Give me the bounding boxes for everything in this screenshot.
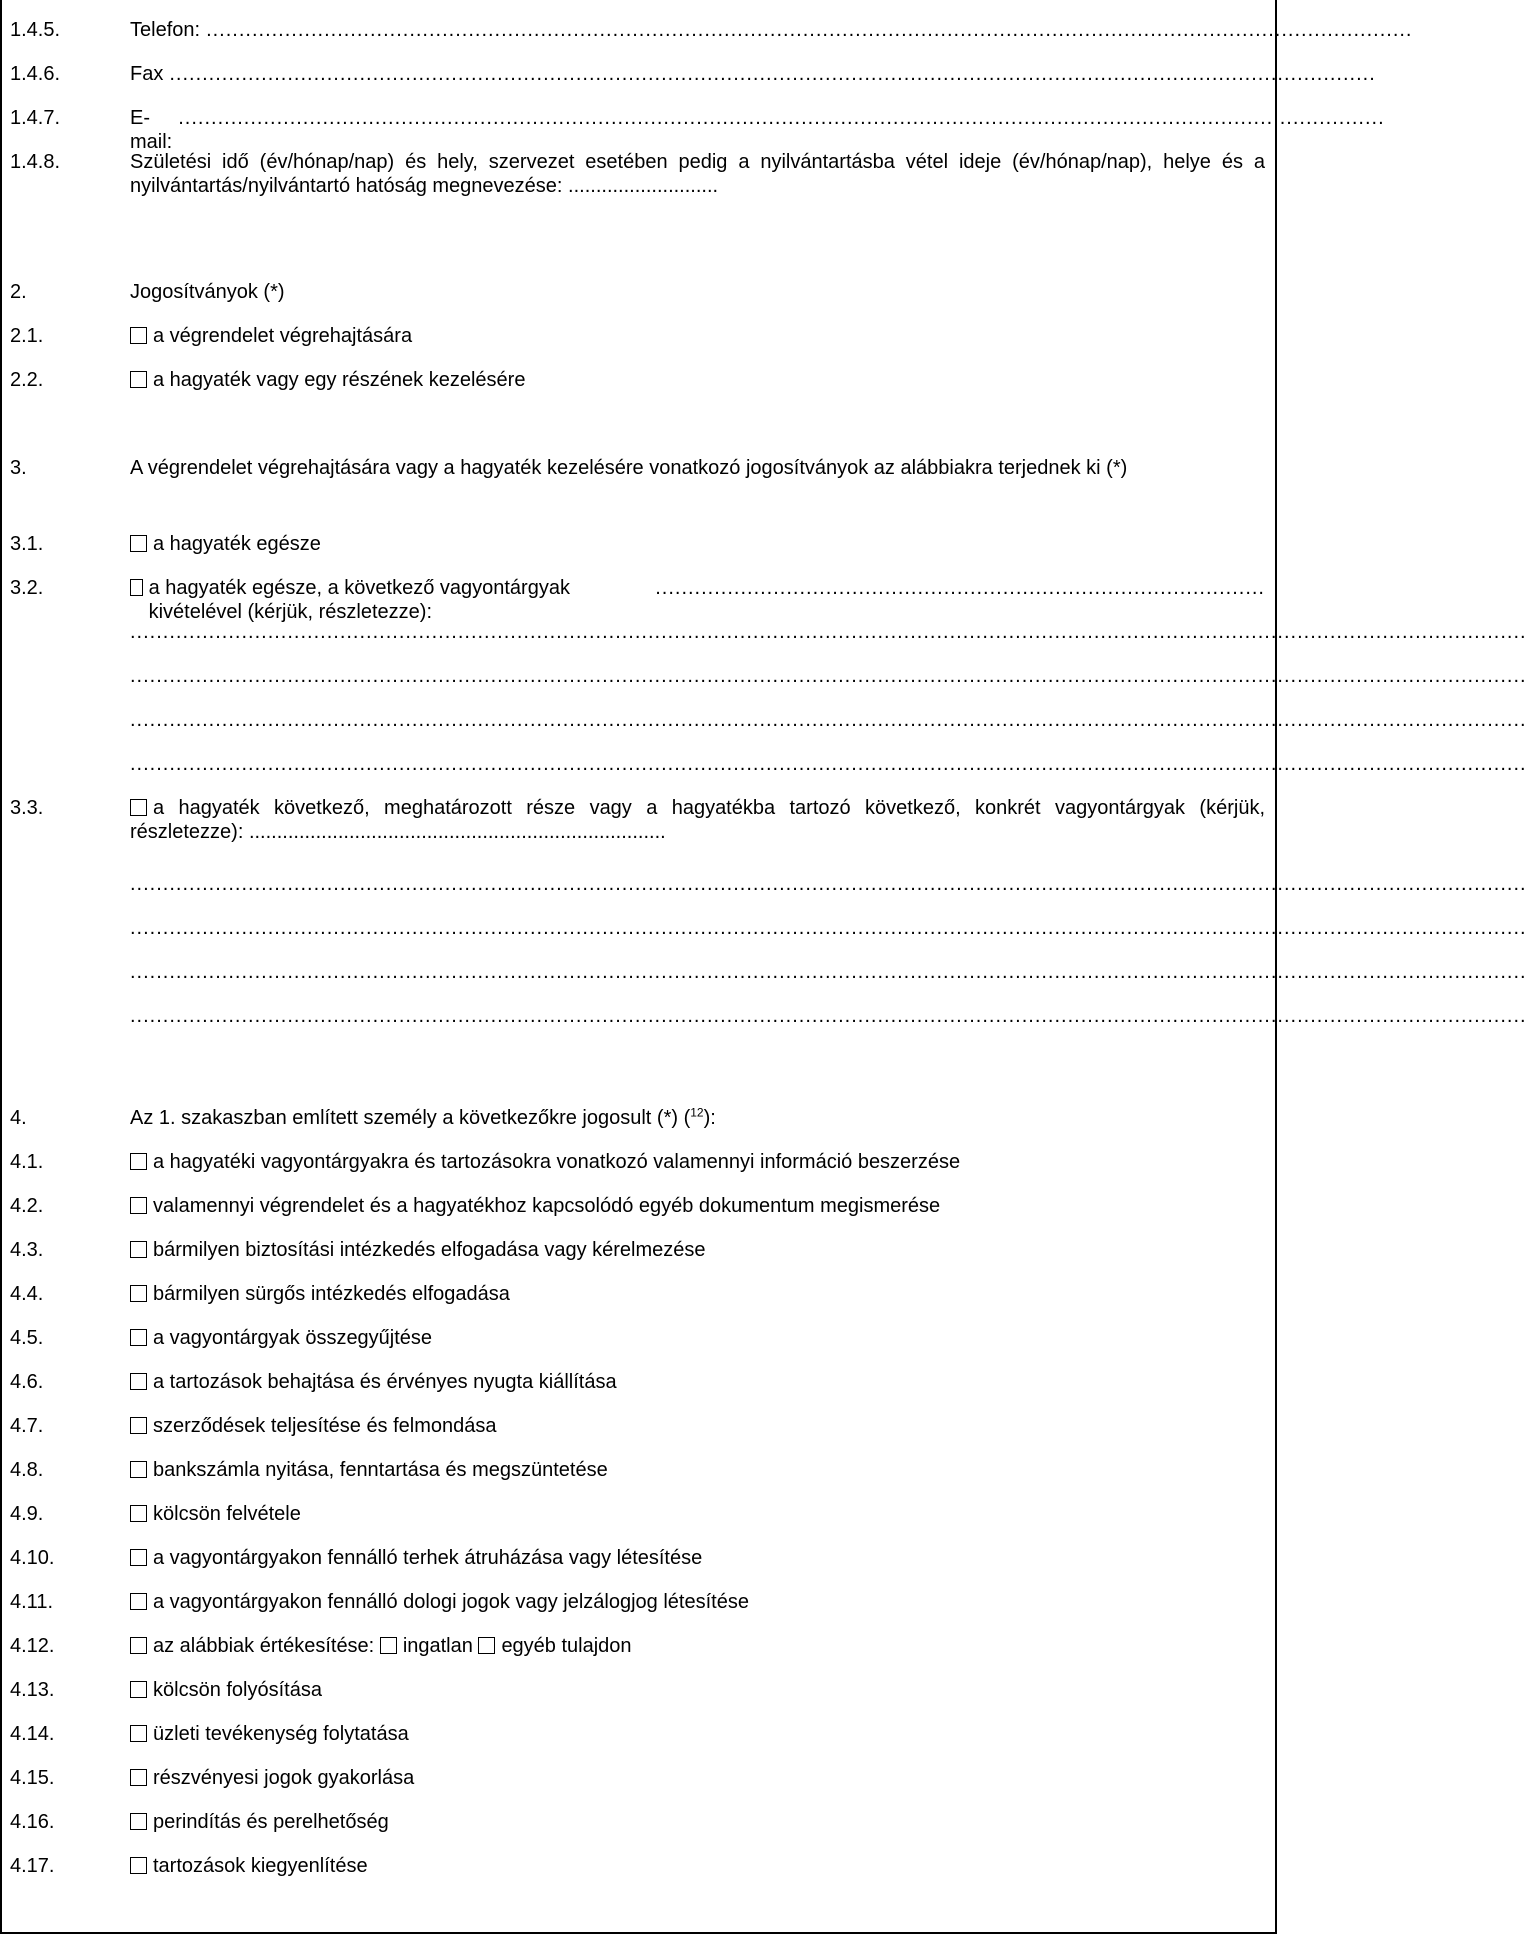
item-4-3 — [10, 1238, 1265, 1262]
item-label: bármilyen biztosítási intézkedés elfogadása vagy kérelmezése — [153, 1239, 706, 1261]
item-label: bármilyen sürgős intézkedés elfogadása — [153, 1283, 510, 1305]
option-label: ingatlan — [402, 1635, 473, 1657]
checkbox[interactable] — [130, 1725, 147, 1742]
item-label: szerződések teljesítése és felmondása — [153, 1415, 497, 1437]
detail-line[interactable]: ..................................................................................................................................................................................................................... — [130, 621, 1527, 643]
telefon-label: Telefon: — [130, 19, 201, 41]
email-field[interactable]: ........................................................................................................................................................................................ — [178, 107, 1385, 129]
item-label: üzleti tevékenység folytatása — [153, 1723, 409, 1745]
section-3-title — [10, 456, 1265, 480]
detail-line[interactable]: ..................................................................................................................................................................................................................... — [130, 873, 1527, 895]
detail-field[interactable]: ........................................................................... — [248, 821, 666, 843]
item-4-11 — [10, 1590, 1265, 1614]
item-label: részvényesi jogok gyakorlása — [153, 1767, 415, 1789]
item-label: a vagyontárgyakon fennálló terhek átruházása vagy létesítése — [153, 1547, 703, 1569]
telefon-field[interactable]: ........................................................................................................................................................................................ — [206, 19, 1413, 41]
detail-line[interactable]: ..................................................................................................................................................................................................................... — [130, 709, 1527, 731]
item-label: tartozások kiegyenlítése — [153, 1855, 368, 1877]
checkbox[interactable] — [130, 1549, 147, 1566]
item-label: kölcsön folyósítása — [153, 1679, 322, 1701]
checkbox[interactable] — [130, 1241, 147, 1258]
item-number: 3.2. — [10, 577, 44, 599]
checkbox[interactable] — [130, 1285, 147, 1302]
email-label: E-mail: — [130, 107, 173, 153]
section-4-title — [10, 1106, 1265, 1130]
item-3-2 — [10, 576, 1265, 624]
item-4-5 — [10, 1326, 1265, 1350]
section-title: Az 1. szakaszban említett személy a következőkre jogosult (*) ( — [130, 1107, 691, 1129]
item-label: a hagyaték következő, meghatározott része vagy a hagyatékba tartozó következő, konkrét vagyontárgyak (kérjük, részletezze): — [130, 797, 1265, 843]
checkbox[interactable] — [130, 1857, 147, 1874]
item-number: 2.2. — [10, 369, 44, 391]
section-number: 3. — [10, 457, 27, 479]
checkbox[interactable] — [130, 1373, 147, 1390]
checkbox[interactable] — [130, 1637, 147, 1654]
checkbox-egyeb-tulajdon[interactable] — [478, 1637, 495, 1654]
fax-row — [10, 62, 1376, 86]
item-label: bankszámla nyitása, fenntartása és megszüntetése — [153, 1459, 608, 1481]
item-label: a hagyatéki vagyontárgyakra és tartozásokra vonatkozó valamennyi információ beszerzése — [153, 1151, 961, 1173]
item-label: a hagyaték egésze, a következő vagyontárgyak kivételével (kérjük, részletezze): — [148, 577, 570, 623]
detail-line[interactable]: ..................................................................................................................................................................................................................... — [130, 917, 1527, 939]
item-label: a vagyontárgyak összegyűjtése — [153, 1327, 433, 1349]
item-number: 4.16. — [10, 1811, 55, 1833]
item-number: 4.10. — [10, 1547, 55, 1569]
detail-line[interactable]: ..................................................................................................................................................................................................................... — [130, 753, 1527, 775]
section-number: 4. — [10, 1107, 27, 1129]
section-title: A végrendelet végrehajtására vagy a hagyaték kezelésére vonatkozó jogosítványok az alábbiakra terjednek ki (*) — [130, 457, 1128, 479]
telefon-row — [10, 18, 1413, 42]
item-number: 4.7. — [10, 1415, 44, 1437]
item-3-3 — [10, 796, 1265, 844]
item-4-13 — [10, 1678, 1265, 1702]
item-4-6 — [10, 1370, 1265, 1394]
section-number: 2. — [10, 281, 27, 303]
item-4-4 — [10, 1282, 1265, 1306]
item-number: 1.4.6. — [10, 63, 61, 85]
section-2-title — [10, 280, 1265, 304]
detail-line[interactable]: ..................................................................................................................................................................................................................... — [130, 961, 1527, 983]
checkbox[interactable] — [130, 327, 147, 344]
checkbox[interactable] — [130, 579, 143, 596]
item-4-14 — [10, 1722, 1265, 1746]
item-3-1 — [10, 532, 1265, 556]
birth-field[interactable]: ........................... — [568, 175, 719, 197]
item-number: 1.4.7. — [10, 107, 61, 129]
checkbox[interactable] — [130, 1153, 147, 1170]
item-label: az alábbiak értékesítése: — [153, 1635, 375, 1657]
item-number: 4.8. — [10, 1459, 44, 1481]
checkbox-ingatlan[interactable] — [380, 1637, 397, 1654]
option-label: egyéb tulajdon — [501, 1635, 632, 1657]
item-number: 4.15. — [10, 1767, 55, 1789]
item-label: a végrendelet végrehajtására — [153, 325, 413, 347]
item-4-17 — [10, 1854, 1265, 1878]
checkbox[interactable] — [130, 1813, 147, 1830]
item-number: 4.4. — [10, 1283, 44, 1305]
detail-line[interactable]: ..................................................................................................................................................................................................................... — [130, 1005, 1527, 1027]
checkbox[interactable] — [130, 1681, 147, 1698]
checkbox[interactable] — [130, 535, 147, 552]
item-number: 4.5. — [10, 1327, 44, 1349]
item-2-2 — [10, 368, 1265, 392]
checkbox[interactable] — [130, 1417, 147, 1434]
item-4-8 — [10, 1458, 1265, 1482]
item-label: a tartozások behajtása és érvényes nyugta kiállítása — [153, 1371, 617, 1393]
detail-line[interactable]: ..................................................................................................................................................................................................................... — [130, 665, 1527, 687]
checkbox[interactable] — [130, 799, 147, 816]
footnote-ref: 12 — [690, 1105, 704, 1120]
detail-field[interactable]: ............................................................................................. — [655, 577, 1265, 599]
item-number: 4.9. — [10, 1503, 44, 1525]
item-number: 2.1. — [10, 325, 44, 347]
item-number: 4.1. — [10, 1151, 44, 1173]
item-number: 4.3. — [10, 1239, 44, 1261]
item-number: 3.3. — [10, 797, 44, 819]
section-title: Jogosítványok (*) — [130, 281, 285, 303]
item-number: 4.6. — [10, 1371, 44, 1393]
item-2-1 — [10, 324, 1265, 348]
birth-row — [10, 150, 1265, 198]
item-number: 4.11. — [10, 1591, 53, 1613]
item-4-9 — [10, 1502, 1265, 1526]
item-4-12 — [10, 1634, 1265, 1658]
item-4-7 — [10, 1414, 1265, 1438]
item-4-15 — [10, 1766, 1265, 1790]
item-number: 4.14. — [10, 1723, 55, 1745]
fax-label: Fax — [130, 63, 164, 85]
checkbox[interactable] — [130, 1461, 147, 1478]
item-4-1 — [10, 1150, 1265, 1174]
item-label: a vagyontárgyakon fennálló dologi jogok vagy jelzálogjog létesítése — [153, 1591, 749, 1613]
checkbox[interactable] — [130, 1329, 147, 1346]
item-number: 4.13. — [10, 1679, 55, 1701]
checkbox[interactable] — [130, 1769, 147, 1786]
item-label: perindítás és perelhetőség — [153, 1811, 389, 1833]
item-4-10 — [10, 1546, 1265, 1570]
checkbox[interactable] — [130, 1593, 147, 1610]
email-row — [10, 106, 1385, 154]
birth-label: Születési idő (év/hónap/nap) és hely, szervezet esetében pedig a nyilvántartásba vétel ideje (év/hónap/nap), helye és a nyilvántartás/nyilvántartó hatóság megnevezése: — [130, 151, 1265, 197]
item-4-2 — [10, 1194, 1265, 1218]
item-4-16 — [10, 1810, 1265, 1834]
checkbox[interactable] — [130, 371, 147, 388]
checkbox[interactable] — [130, 1505, 147, 1522]
item-label: a hagyaték vagy egy részének kezelésére — [153, 369, 526, 391]
section-title-end: ): — [703, 1107, 716, 1129]
item-number: 4.12. — [10, 1635, 55, 1657]
item-label: kölcsön felvétele — [153, 1503, 301, 1525]
item-number: 4.2. — [10, 1195, 44, 1217]
item-number: 1.4.5. — [10, 19, 61, 41]
item-label: valamennyi végrendelet és a hagyatékhoz kapcsolódó egyéb dokumentum megismerése — [153, 1195, 941, 1217]
item-number: 1.4.8. — [10, 151, 61, 173]
checkbox[interactable] — [130, 1197, 147, 1214]
item-number: 4.17. — [10, 1855, 55, 1877]
item-number: 3.1. — [10, 533, 44, 555]
fax-field[interactable]: ........................................................................................................................................................................................ — [169, 63, 1376, 85]
item-label: a hagyaték egésze — [153, 533, 321, 555]
